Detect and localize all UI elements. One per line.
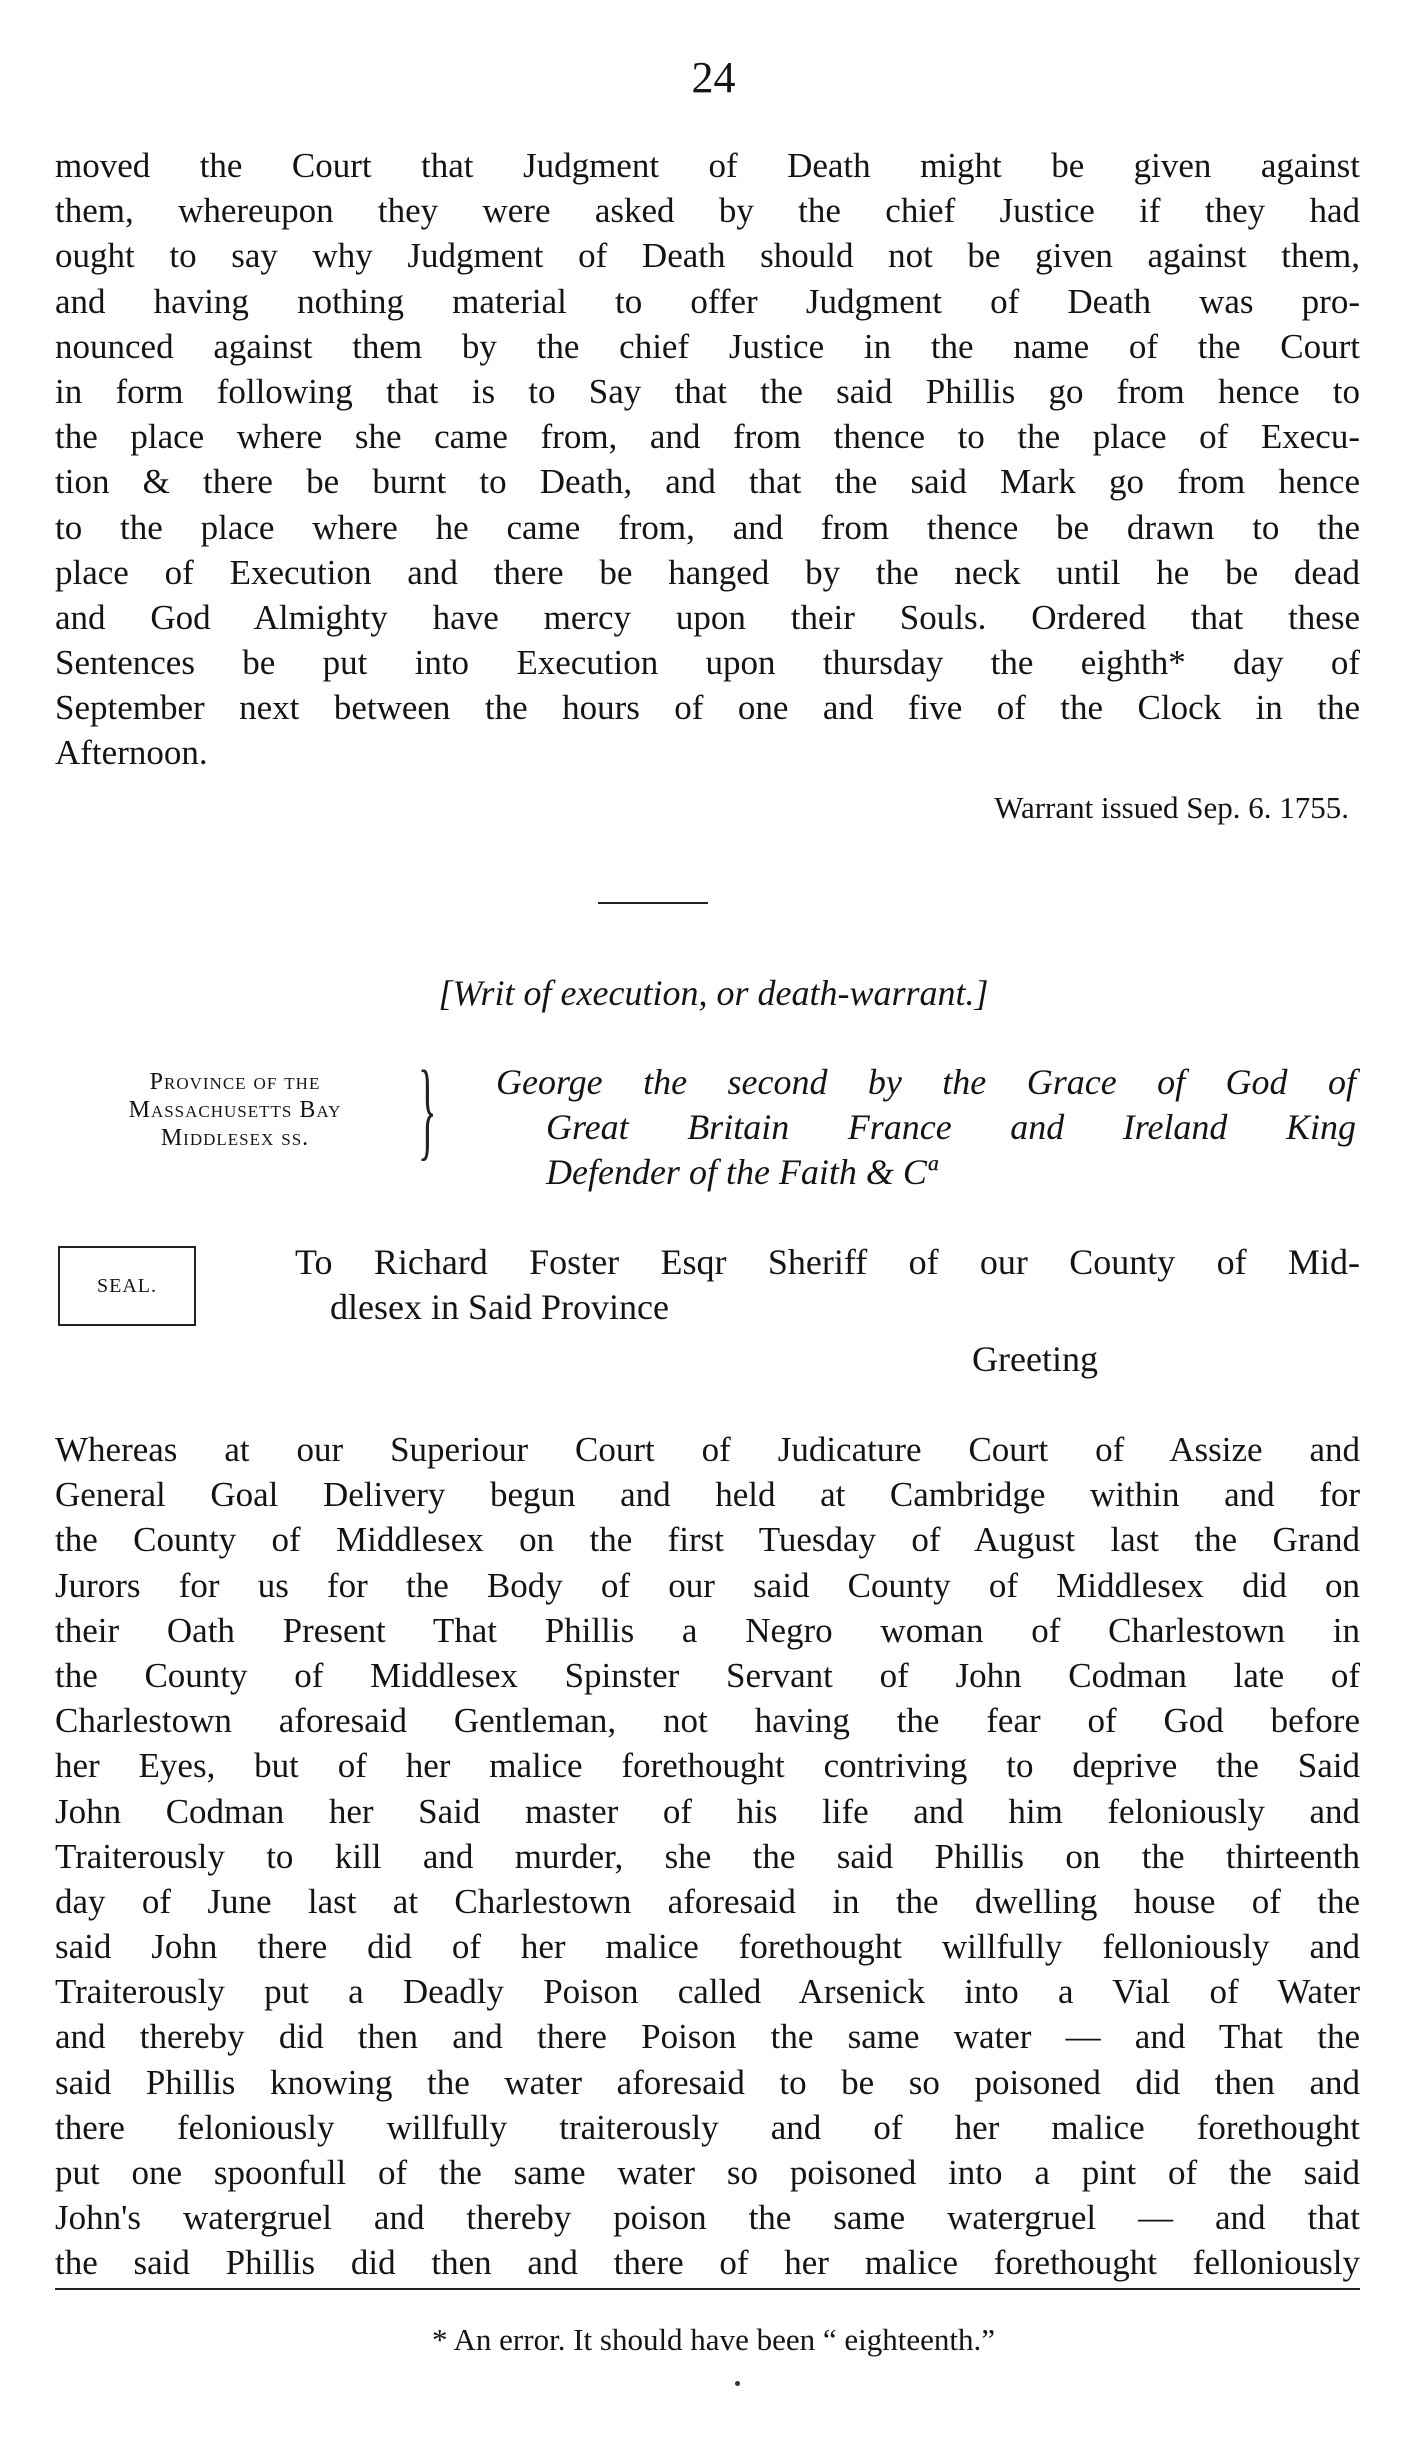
text-line: Jurors for us for the Body of our said County of Middlesex did on: [55, 1565, 1360, 1605]
text-line: John Codman her Said master of his life and him feloniously and: [55, 1791, 1360, 1831]
province-line: Middlesex ss.: [160, 1125, 310, 1151]
text-line: the place where she came from, and from thence to the place of Execu-: [55, 417, 1360, 457]
text-line: Afternoon.: [55, 733, 208, 773]
warrant-address: [295, 1240, 1360, 1330]
print-speck: [735, 2381, 740, 2386]
text-line: the said Phillis did then and there of her malice forethought felloniously: [55, 2243, 1360, 2283]
text-line: the County of Middlesex on the first Tuesday of August last the Grand: [55, 1520, 1360, 1560]
text-line: ought to say why Judgment of Death should not be given against them,: [55, 236, 1360, 276]
text-line: John's watergruel and thereby poison the same watergruel — and that: [55, 2198, 1360, 2238]
footnote: * An error. It should have been “ eighteenth.”: [432, 2322, 995, 2357]
king-title-line: Defender of the Faith & Cª: [546, 1152, 937, 1192]
king-title-line: George the second by the Grace of God of: [496, 1062, 1356, 1102]
text-line: moved the Court that Judgment of Death might be given against: [55, 146, 1360, 185]
king-title: [496, 1060, 1356, 1195]
text-line: Charlestown aforesaid Gentleman, not having the fear of God before: [55, 1701, 1360, 1741]
indictment-paragraph: [55, 1427, 1360, 2286]
brace-glyph: }: [418, 1048, 437, 1170]
address-line: dlesex in Said Province: [330, 1287, 669, 1327]
province-line: Massachusetts Bay: [128, 1097, 342, 1123]
writ-heading: [Writ of execution, or death-warrant.]: [438, 973, 989, 1013]
text-line: tion & there be burnt to Death, and that the said Mark go from hence: [55, 462, 1360, 502]
warrant-note: Warrant issued Sep. 6. 1755.: [994, 790, 1349, 825]
page-number: 24: [691, 53, 736, 102]
text-line: put one spoonfull of the same water so poisoned into a pint of the said: [55, 2153, 1360, 2192]
text-line: Sentences be put into Execution upon thursday the eighth* day of: [55, 643, 1360, 683]
text-line: the County of Middlesex Spinster Servant of John Codman late of: [55, 1655, 1360, 1695]
text-line: September next between the hours of one and five of the Clock in the: [55, 688, 1360, 728]
text-line: Traiterously to kill and murder, she the said Phillis on the thirteenth: [55, 1836, 1360, 1876]
sentence-paragraph: [55, 143, 1360, 776]
text-line: General Goal Delivery begun and held at Cambridge within and for: [55, 1475, 1360, 1515]
text-line: place of Execution and there be hanged by the neck until he be dead: [55, 552, 1360, 592]
province-line: Province of the: [149, 1069, 321, 1095]
text-line: said Phillis knowing the water aforesaid to be so poisoned did then and: [55, 2062, 1360, 2102]
province-heading: [55, 1068, 415, 1152]
address-line: To Richard Foster Esqr Sheriff of our County of Mid-: [295, 1242, 1360, 1282]
text-line: nounced against them by the chief Justice in the name of the Court: [55, 326, 1360, 366]
text-line: to the place where he came from, and from thence be drawn to the: [55, 507, 1360, 547]
footnote-rule: [55, 2288, 1360, 2290]
text-line: their Oath Present That Phillis a Negro woman of Charlestown in: [55, 1610, 1360, 1650]
text-line: said John there did of her malice forethought willfully felloniously and: [55, 1927, 1360, 1967]
king-title-line: Great Britain France and Ireland King: [546, 1107, 1356, 1147]
text-line: in form following that is to Say that the said Phillis go from hence to: [55, 371, 1360, 411]
text-line: and thereby did then and there Poison the same water — and That the: [55, 2017, 1360, 2057]
text-line: her Eyes, but of her malice forethought contriving to deprive the Said: [55, 1746, 1360, 1786]
text-line: Whereas at our Superiour Court of Judicature Court of Assize and: [55, 1430, 1360, 1469]
text-line: them, whereupon they were asked by the chief Justice if they had: [55, 191, 1360, 231]
section-divider: [598, 902, 708, 904]
text-line: Traiterously put a Deadly Poison called Arsenick into a Vial of Water: [55, 1972, 1360, 2012]
text-line: and God Almighty have mercy upon their Souls. Ordered that these: [55, 597, 1360, 637]
greeting: Greeting: [972, 1339, 1098, 1379]
seal-box: SEAL.: [58, 1246, 196, 1326]
text-line: and having nothing material to offer Judgment of Death was pro-: [55, 281, 1360, 321]
text-line: day of June last at Charlestown aforesaid in the dwelling house of the: [55, 1881, 1360, 1921]
text-line: there feloniously willfully traiterously and of her malice forethought: [55, 2107, 1360, 2147]
